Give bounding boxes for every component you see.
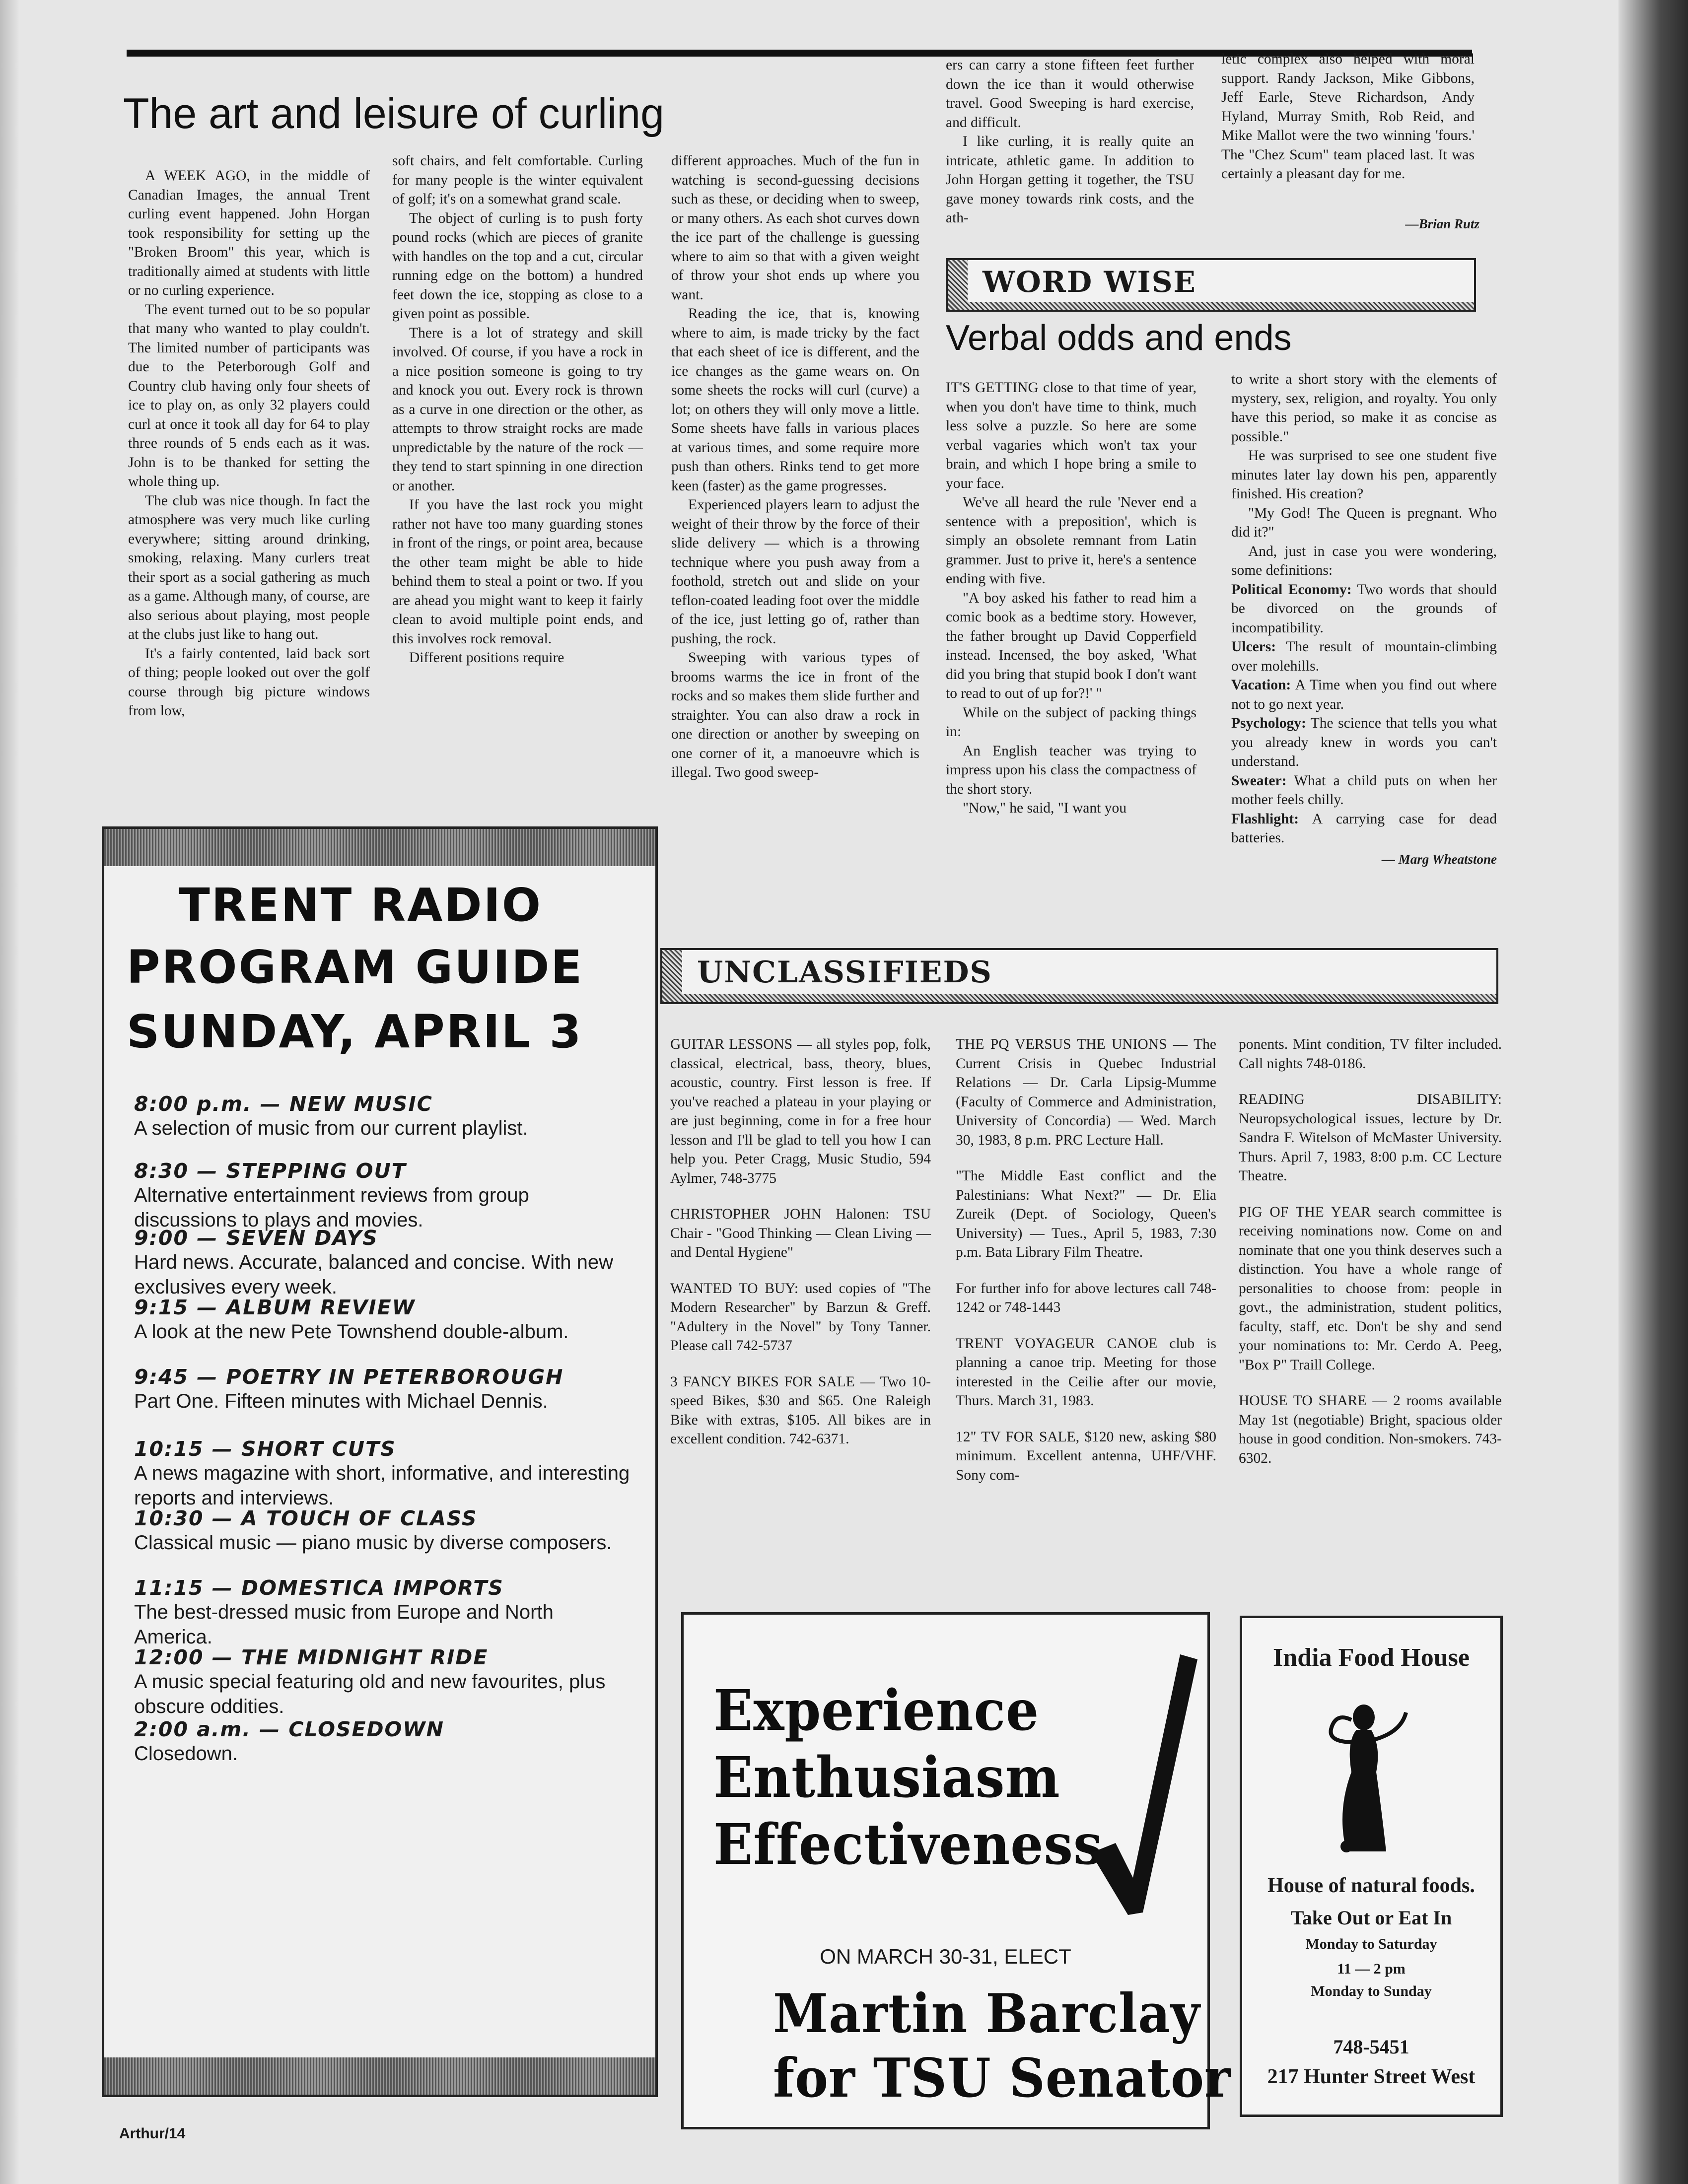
paragraph: We've all heard the rule 'Never end a sentence with a preposition', which is simply an obsolete remnant from Latin grammer. Just to prive it, here's a sentence ending with five. xyxy=(946,494,1196,587)
radio-program-item xyxy=(134,1506,631,1555)
radio-program-item xyxy=(134,1576,631,1649)
program-time-title: 9:00 — SEVEN DAYS xyxy=(134,1226,378,1250)
curling-column-4 xyxy=(946,56,1194,228)
program-time-title: 10:15 — SHORT CUTS xyxy=(134,1437,396,1461)
paragraph: It's a fairly contented, laid back sort of thing; people looked out over the golf course through big picture windows from low, xyxy=(128,645,370,719)
program-time-title: 2:00 a.m. — CLOSEDOWN xyxy=(134,1717,444,1741)
radio-program-item xyxy=(134,1159,631,1232)
definition-text: A Time when you find out where not to go next year. xyxy=(1231,677,1497,712)
definition-item xyxy=(1231,810,1497,848)
ad-candidate-position: for TSU Senator xyxy=(773,2047,1231,2110)
program-description: A music special featuring old and new favourites, plus obscure oddities. xyxy=(134,1671,606,1717)
paragraph: ponents. Mint condition, TV filter included. Call nights 748-0186. xyxy=(1239,1036,1502,1072)
paragraph: And, just in case you were wondering, some definitions: xyxy=(1231,543,1497,578)
paragraph: letic complex also helped with moral support. Randy Jackson, Mike Gibbons, Jeff Earle, Steve Richardson, Andy Hyland, Murray Smith, Rob Reid, and Mike Mallot were the two winning 'fours.' The "Chez Scum" team placed last. It was certainly a pleasant day for me. xyxy=(1221,51,1475,182)
paragraph: to write a short story with the elements of mystery, sex, religion, and royalty. You only have this period, so make it as concise as possible." xyxy=(1231,371,1497,445)
paragraph: PIG OF THE YEAR search committee is receiving nominations now. Come on and nominate that one you think deserves such a distinction. You have a whole range of personalities to choose from: people in govt., the administration, student politics, faculty, staff, etc. Don't be shy and send your nominations to: Mr. Cerdo A. Peeg, "Box P" Traill College. xyxy=(1239,1204,1502,1373)
program-time-title: 9:45 — POETRY IN PETERBOROUGH xyxy=(134,1365,564,1389)
definition-term: Political Economy: xyxy=(1231,581,1352,598)
paragraph: "The Middle East conflict and the Palestinians: What Next?" — Dr. Elia Zureik (Dept. of Sociology, Queen's University) — Tues., April 5, 1983, 7:30 p.m. Bata Library Film Theatre. xyxy=(956,1168,1216,1260)
paragraph: Reading the ice, that is, knowing where to aim, is made tricky by the fact that each sheet of ice is different, and the ice changes as the game wears on. On some sheets the rocks will curl (curve) a lot; on others they will only move a little. Some sheets have falls in various places at various times, and some require more push than others. Rinks tend to get more keen (faster) as the game progresses. xyxy=(671,306,919,494)
india-hours: 11 — 2 pm xyxy=(1337,1961,1406,1977)
paragraph: He was surprised to see one student five minutes later lay down his pen, apparently finished. His creation? xyxy=(1231,448,1497,502)
paragraph: Sweeping with various types of brooms warms the ice in front of the rocks and so makes them slide further and straighter. You can also draw a rock in one direction or another by sweeping on one corner of it, a manoeuvre which is illegal. Two good sweep- xyxy=(671,650,919,780)
page-footer: Arthur/14 xyxy=(119,2125,186,2142)
definition-text: Two words that should be divorced on the grounds of incompatibility. xyxy=(1231,581,1497,636)
paragraph: CHRISTOPHER JOHN Halonen: TSU Chair - "Good Thinking — Clean Living — and Dental Hygiene" xyxy=(670,1206,931,1260)
banner-hatch-bottom xyxy=(662,994,1496,1002)
definition-text: The science that tells you what you already knew in words you can't understand. xyxy=(1231,715,1497,769)
radio-program-item xyxy=(134,1717,631,1766)
curling-column-5 xyxy=(1221,50,1475,184)
unclassifieds-column-3 xyxy=(1239,1035,1502,1485)
india-days-2: Monday to Sunday xyxy=(1311,1983,1432,1999)
banner-hatch-bottom xyxy=(948,302,1474,310)
dancer-figure-icon xyxy=(1317,1698,1416,1856)
curling-column-1 xyxy=(128,166,370,721)
wordwise-byline: — Marg Wheatstone xyxy=(1381,851,1497,867)
definition-text: The result of mountain-climbing over molehills. xyxy=(1231,639,1497,674)
paragraph: WANTED TO BUY: used copies of "The Modern Researcher" by Barzun & Greff. "Adultery in the Novel" by Tony Tanner. Please call 742-5737 xyxy=(670,1280,931,1354)
ad-line-experience: Experience xyxy=(713,1678,1040,1743)
wordwise-column-2 xyxy=(1231,370,1497,869)
definition-item xyxy=(1231,771,1497,810)
radio-program-item xyxy=(134,1365,631,1414)
paragraph: THE PQ VERSUS THE UNIONS — The Current Crisis in Quebec Industrial Relations — Dr. Carla Lipsig-Mumme (Faculty of Commerce and Administration, University of Concordia) — Wed. March 30, 1983, 8 p.m. PRC Lecture Hall. xyxy=(956,1036,1216,1148)
paragraph: If you have the last rock you might rather not have too many guarding stones in front of the rings, or point area, because the other team might be able to hide behind them to steal a point or two. If you are ahead you might want to keep it fairly clean to avoid multiple point ends, and this involves rock removal. xyxy=(392,497,643,647)
paragraph: "My God! The Queen is pregnant. Who did it?" xyxy=(1231,505,1497,540)
program-time-title: 12:00 — THE MIDNIGHT RIDE xyxy=(134,1645,489,1669)
radio-title-1: TRENT RADIO xyxy=(179,879,543,932)
ad-elect-line: ON MARCH 30-31, ELECT xyxy=(820,1945,1071,1968)
paragraph: READING DISABILITY: Neuropsychological issues, lecture by Dr. Sandra F. Witelson of McMaster University. Thurs. April 7, 1983, 8:00 p.m. CC Lecture Theatre. xyxy=(1239,1092,1502,1184)
paragraph: Experienced players learn to adjust the weight of their throw by the force of their slide delivery — which is a throwing technique where you push away from a foothold, stretch out and slide on your teflon-coated leading foot over the middle of the ice, just letting go of, rather than pushing, the rock. xyxy=(671,497,919,647)
paragraph: For further info for above lectures call 748-1242 or 748-1443 xyxy=(956,1280,1216,1315)
definition-item xyxy=(1231,580,1497,638)
definition-term: Sweater: xyxy=(1231,772,1287,789)
curling-headline: The art and leisure of curling xyxy=(123,90,664,137)
radio-top-bar xyxy=(104,829,655,866)
radio-title-2: PROGRAM GUIDE xyxy=(127,941,584,994)
definition-term: Ulcers: xyxy=(1231,639,1276,655)
unclassifieds-column-2 xyxy=(956,1035,1216,1502)
paragraph: Different positions require xyxy=(409,650,564,666)
india-name: India Food House xyxy=(1273,1643,1470,1672)
india-takeout: Take Out or Eat In xyxy=(1290,1907,1452,1929)
ad-line-effectiveness: Effectiveness xyxy=(713,1812,1103,1877)
page-left-edge xyxy=(0,0,20,2184)
paragraph: different approaches. Much of the fun in watching is second-guessing decisions such as these, or deciding when to sweep, or many others. As each shot curves down the ice part of the challenge is guessing where to aim so that with a given weight of throw your shot ends up where you want. xyxy=(671,153,919,303)
paragraph: I like curling, it is really quite an intricate, athletic game. In addition to John Horgan getting it together, the TSU gave money towards rink costs, and the ath- xyxy=(946,134,1194,226)
program-time-title: 9:15 — ALBUM REVIEW xyxy=(134,1296,416,1319)
program-description: Alternative entertainment reviews from group discussions to plays and movies. xyxy=(134,1184,529,1231)
program-time-title: 8:30 — STEPPING OUT xyxy=(134,1159,407,1183)
india-days-1: Monday to Saturday xyxy=(1305,1936,1437,1952)
paragraph: The event turned out to be so popular that many who wanted to play couldn't. The limited number of participants was due to the Peterborough Golf and Country club having only four sheets of ice to play on, as only 32 players could curl at once it took all day for 64 to play three rounds of 5 ends each as it was. John is to be thanked for setting the whole thing up. xyxy=(128,301,370,489)
paragraph: GUITAR LESSONS — all styles pop, folk, classical, electrical, bass, theory, blues, acoustic, country. First lesson is free. If you've reached a plateau in your playing or are just beginning, come in for a free hour lesson and I'll be glad to tell you how I can help you. Peter Cragg, Music Studio, 594 Aylmer, 748-3775 xyxy=(670,1036,931,1186)
unclassifieds-banner-label: UNCLASSIFIEDS xyxy=(697,955,992,990)
paragraph: IT'S GETTING close to that time of year, when you don't have time to think, much less solve a puzzle. So here are some verbal vagaries which won't tax your brain, and which I hope bring a smile to your face. xyxy=(946,380,1196,491)
radio-program-item xyxy=(134,1226,631,1299)
ad-candidate-name: Martin Barclay xyxy=(773,1982,1200,2045)
paragraph: There is a lot of strategy and skill involved. Of course, if you have a rock in a nice position someone is going to try and knock you out. Every rock is thrown as a curve in one direction or the other, as attempts to throw straight rocks are made unpredictable by the nature of the rock — they tend to start spinning in one direction or another. xyxy=(392,325,643,494)
program-description: A look at the new Pete Townshend double-album. xyxy=(134,1321,569,1343)
paragraph: soft chairs, and felt comfortable. Curling for many people is the winter equivalent of golf; it's on a somewhat grand scale. xyxy=(392,153,643,207)
paragraph: ers can carry a stone fifteen feet further down the ice than it would otherwise travel. Good Sweeping is hard exercise, and difficult. xyxy=(946,57,1194,131)
program-time-title: 8:00 p.m. — NEW MUSIC xyxy=(134,1092,433,1116)
page-spine-shadow xyxy=(1618,0,1688,2184)
unclassifieds-column-1 xyxy=(670,1035,931,1466)
program-description: Closedown. xyxy=(134,1743,238,1765)
program-description: Part One. Fifteen minutes with Michael Dennis. xyxy=(134,1390,548,1412)
definition-term: Flashlight: xyxy=(1231,811,1299,827)
program-description: A news magazine with short, informative, and interesting reports and interviews. xyxy=(134,1462,630,1509)
paragraph: While on the subject of packing things in: xyxy=(946,704,1196,740)
paragraph: "Now," he said, "I want you xyxy=(963,800,1126,816)
india-food-house-ad xyxy=(1240,1616,1503,2117)
wordwise-banner-label: WORD WISE xyxy=(983,265,1196,299)
definition-term: Psychology: xyxy=(1231,715,1306,731)
radio-program-item xyxy=(134,1296,631,1344)
wordwise-headline: Verbal odds and ends xyxy=(946,318,1292,358)
definition-text: What a child puts on when her mother feels chilly. xyxy=(1231,772,1497,808)
program-time-title: 10:30 — A TOUCH OF CLASS xyxy=(134,1506,478,1530)
paragraph: HOUSE TO SHARE — 2 rooms available May 1st (negotiable) Bright, spacious older house in good condition. Non-smokers. 743-6302. xyxy=(1239,1393,1502,1466)
radio-program-guide xyxy=(102,826,658,2097)
definition-item xyxy=(1231,714,1497,771)
barclay-election-ad xyxy=(681,1612,1231,2129)
definition-item xyxy=(1231,637,1497,676)
wordwise-banner xyxy=(946,258,1476,312)
paragraph: TRENT VOYAGEUR CANOE club is planning a canoe trip. Meeting for those interested in the Ceilie after our movie, Thurs. March 31, 1983. xyxy=(956,1335,1216,1409)
curling-column-3 xyxy=(671,151,919,782)
paragraph: "A boy asked his father to read him a comic book as a bedtime story. However, the father brought up David Copperfield instead. Incensed, the boy asked, 'What did you bring that stupid book I don't want to read to out of up for?!' " xyxy=(946,590,1196,701)
wordwise-column-1 xyxy=(946,378,1196,818)
program-description: Classical music — piano music by diverse composers. xyxy=(134,1532,612,1554)
definition-term: Vacation: xyxy=(1231,677,1291,693)
radio-program-item xyxy=(134,1437,631,1510)
paragraph: A WEEK AGO, in the middle of Canadian Images, the annual Trent curling event happened. John Horgan took responsibility for setting up the "Broken Broom" this year, which is traditionally aimed at students with little or no curling experience. xyxy=(128,168,370,298)
program-description: A selection of music from our current playlist. xyxy=(134,1117,528,1139)
radio-title-3: SUNDAY, APRIL 3 xyxy=(127,1005,583,1058)
curling-byline: —Brian Rutz xyxy=(1405,216,1479,231)
checkmark-icon xyxy=(1081,1644,1200,1922)
radio-bottom-bar xyxy=(104,2057,655,2095)
radio-program-item xyxy=(134,1092,631,1141)
india-address: 217 Hunter Street West xyxy=(1267,2065,1476,2088)
paragraph: An English teacher was trying to impress upon his class the compactness of the short story. xyxy=(946,743,1196,797)
definition-text: A carrying case for dead batteries. xyxy=(1231,811,1497,846)
paragraph: The object of curling is to push forty pound rocks (which are pieces of granite with handles on the top and a cut, circular running edge on the bottom) a hundred feet down the ice, stopping as close to a given point as possible. xyxy=(392,210,643,322)
india-phone: 748-5451 xyxy=(1333,2036,1409,2058)
paragraph: 12" TV FOR SALE, $120 new, asking $80 minimum. Excellent antenna, UHF/VHF. Sony com- xyxy=(956,1429,1216,1483)
paragraph: The club was nice though. In fact the atmosphere was very much like curling everywhere; sitting around drinking, smoking, relaxing. Many curlers treat their sport as a social gathering as much as a game. Although many, of course, are also serious about playing, most people at the clubs just like to hang out. xyxy=(128,492,370,642)
radio-program-item xyxy=(134,1645,631,1719)
program-description: The best-dressed music from Europe and North America. xyxy=(134,1601,554,1648)
paragraph: 3 FANCY BIKES FOR SALE — Two 10-speed Bikes, $30 and $65. One Raleigh Bike with extras, $105. All bikes are in excellent condition. 742-6371. xyxy=(670,1373,931,1447)
program-time-title: 11:15 — DOMESTICA IMPORTS xyxy=(134,1576,504,1600)
definition-item xyxy=(1231,676,1497,714)
unclassifieds-banner xyxy=(660,948,1498,1004)
program-description: Hard news. Accurate, balanced and concise. With new exclusives every week. xyxy=(134,1251,613,1298)
curling-column-2 xyxy=(392,151,643,668)
india-tagline: House of natural foods. xyxy=(1267,1874,1475,1897)
ad-line-enthusiasm: Enthusiasm xyxy=(713,1745,1060,1810)
